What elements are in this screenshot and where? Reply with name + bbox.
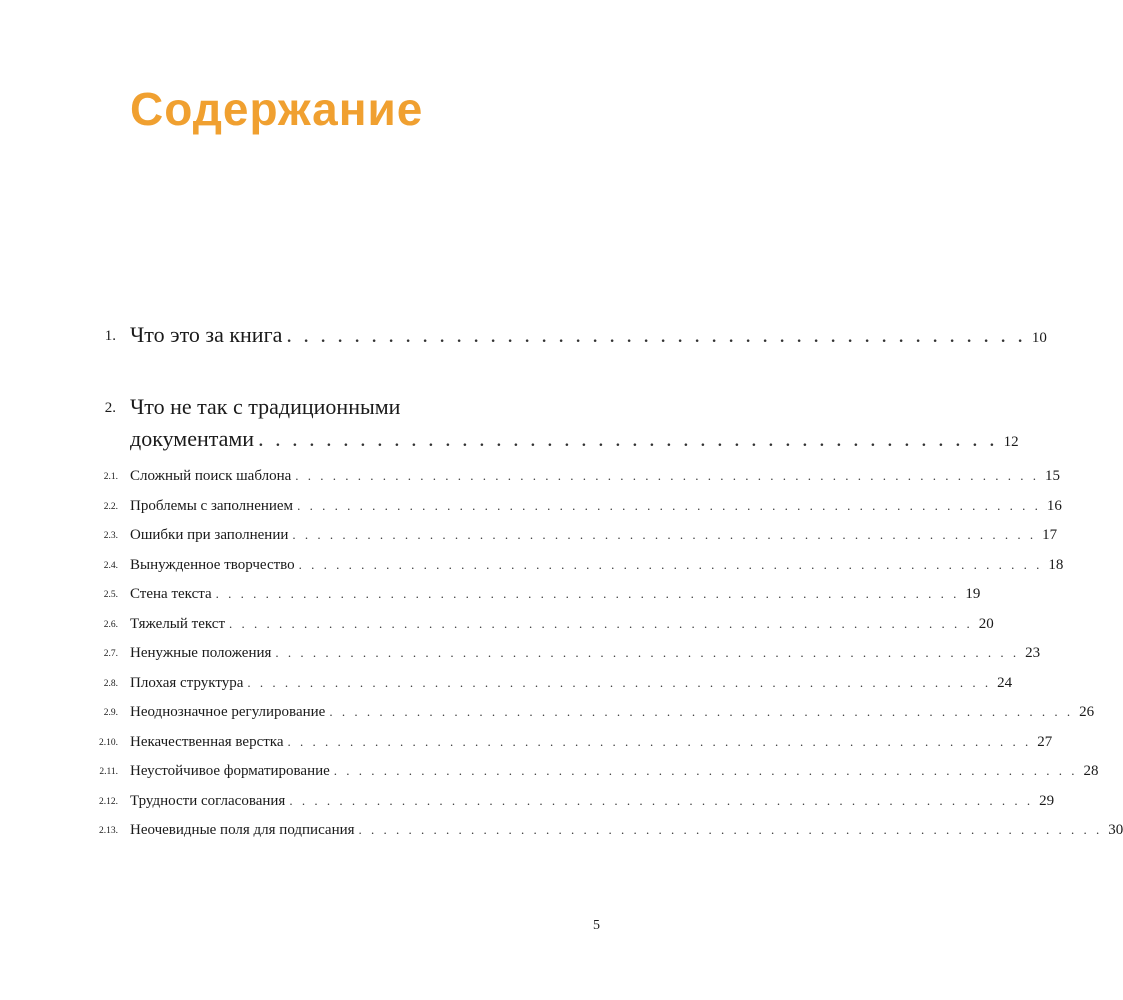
section-title: Трудности согласования <box>130 792 286 809</box>
page-number: 12 <box>1003 434 1019 450</box>
section-title: Плохая структура <box>130 674 244 691</box>
page-number: 30 <box>1108 822 1123 838</box>
section-title: Ошибки при заполнении <box>130 527 289 543</box>
section-number: 2.9. <box>103 708 118 718</box>
dot-leader: . . . . . . . . . . . . . . . . . . . . . . . . . . . . . . . . . . . . . . . . . . . . . . . . . . . . . . . . . . . . <box>358 822 1103 837</box>
toc-row <box>130 497 1062 515</box>
page-number: 10 <box>1031 330 1047 346</box>
dot-leader: . . . . . . . . . . . . . . . . . . . . . . . . . . . . . . . . . . . . . . . . . . . . . . . . . . . . . . . . . . . . <box>295 468 1039 483</box>
toc-row <box>130 645 1041 662</box>
page-number: 29 <box>1039 792 1055 809</box>
dot-leader: . . . . . . . . . . . . . . . . . . . . . . . . . . . . . . . . . . . . . . . . . . . . . . . . . . . . . . . . . . . . <box>329 704 1074 719</box>
section-number: 2.2. <box>103 501 118 512</box>
page-number: 17 <box>1042 527 1058 543</box>
dot-leader: . . . . . . . . . . . . . . . . . . . . . . . . . . . . . . . . . . . . . . . . . . . . . . . . . . . . . . . . . . . . <box>247 674 992 690</box>
chapter-number: 1. <box>104 328 116 344</box>
page-number: 26 <box>1079 704 1095 720</box>
section-number: 2.13. <box>99 826 118 836</box>
toc-row <box>130 468 1060 485</box>
toc-row <box>130 586 981 603</box>
section-number: 2.11. <box>99 767 118 777</box>
dot-leader: . . . . . . . . . . . . . . . . . . . . . . . . . . . . . . . . . . . . . . . . . . . . . . . . . . . . . . . . . . . . <box>229 615 973 631</box>
dot-leader: . . . . . . . . . . . . . . . . . . . . . . . . . . . . . . . . . . . . . . . . . . . . . . . . . . . . . . . . . . . . <box>292 527 1037 542</box>
dot-leader: . . . . . . . . . . . . . . . . . . . . . . . . . . . . . . . . . . . . . . . . . . . . . . . . . . . . . . . . . . . . <box>333 763 1078 778</box>
toc-row <box>130 322 1047 348</box>
toc-row <box>130 615 994 633</box>
chapter-title-line-2: документами <box>130 426 255 451</box>
page-number: 19 <box>965 586 981 602</box>
section-number: 2.1. <box>103 472 118 482</box>
dot-leader: . . . . . . . . . . . . . . . . . . . . . . . . . . . . . . . . . . . . . . . . . . . . . . . . . . . . . . . . . . . . <box>215 586 960 601</box>
toc-row <box>130 792 1055 810</box>
section-number: 2.7. <box>103 649 118 659</box>
dot-leader: . . . . . . . . . . . . . . . . . . . . . . . . . . . . . . . . . . . . . . . . . . . . . . . . . . . . . . . . . . . . <box>289 792 1034 808</box>
section-number: 2.10. <box>99 737 118 748</box>
folio-page-number: 5 <box>593 918 600 933</box>
section-number: 2.5. <box>103 590 118 600</box>
page-number: 24 <box>997 674 1013 691</box>
section-title: Некачественная верстка <box>130 733 284 750</box>
toc-row <box>130 556 1064 574</box>
toc-row <box>130 822 1123 839</box>
section-title: Тяжелый текст <box>130 615 225 632</box>
toc-row <box>130 674 1013 692</box>
section-title: Неустойчивое форматирование <box>130 763 330 779</box>
toc-row <box>130 733 1053 751</box>
page-number: 23 <box>1025 645 1041 661</box>
dot-leader: . . . . . . . . . . . . . . . . . . . . . . . . . . . . . . . . . . . . . . . . . . . . . . . . . . . . . . . . . . . . <box>275 645 1020 660</box>
dot-leader: . . . . . . . . . . . . . . . . . . . . . . . . . . . . . . . . . . . . . . . . . . . . . . . . . . . . . . . . . . . . <box>287 733 1032 749</box>
page-number: 18 <box>1048 556 1064 573</box>
dot-leader: . . . . . . . . . . . . . . . . . . . . . . . . . . . . . . . . . . . . . . . . . . . . . . . . . . . . . . . . . . . . <box>298 556 1043 572</box>
section-number: 2.3. <box>103 531 118 541</box>
section-number: 2.12. <box>99 796 118 807</box>
toc-row <box>130 527 1058 544</box>
section-title: Ненужные положения <box>130 645 272 661</box>
page-number: 20 <box>978 615 994 632</box>
page-title: Содержание <box>130 83 424 135</box>
toc-row <box>130 704 1095 721</box>
section-title: Стена текста <box>130 586 212 602</box>
section-title: Вынужденное творчество <box>130 556 295 573</box>
chapter-number: 2. <box>104 400 116 416</box>
section-title: Неочевидные поля для подписания <box>130 822 355 838</box>
dot-leader: . . . . . . . . . . . . . . . . . . . . . . . . . . . . . . . . . . . . . . . . . . . . . . . . . . . . . . . . . . . . <box>297 497 1041 513</box>
chapter-title: Что это за книга <box>130 322 283 347</box>
page-number: 16 <box>1046 497 1062 514</box>
section-number: 2.4. <box>103 560 118 571</box>
toc-row <box>130 426 1019 452</box>
page-number: 27 <box>1037 733 1053 750</box>
chapter-title-line-1: Что не так с традиционными <box>130 394 401 419</box>
section-number: 2.8. <box>103 678 118 689</box>
toc-row <box>130 763 1099 780</box>
section-title: Сложный поиск шаблона <box>130 468 292 484</box>
section-number: 2.6. <box>103 619 118 630</box>
section-title: Неоднозначное регулирование <box>130 704 326 720</box>
dot-leader: . . . . . . . . . . . . . . . . . . . . . . . . . . . . . . . . . . . . . . . . . . . . <box>286 322 1026 347</box>
section-title: Проблемы с заполнением <box>130 497 294 514</box>
page-number: 28 <box>1083 763 1099 779</box>
dot-leader: . . . . . . . . . . . . . . . . . . . . . . . . . . . . . . . . . . . . . . . . . . . . <box>258 426 998 451</box>
page-number: 15 <box>1045 468 1060 484</box>
